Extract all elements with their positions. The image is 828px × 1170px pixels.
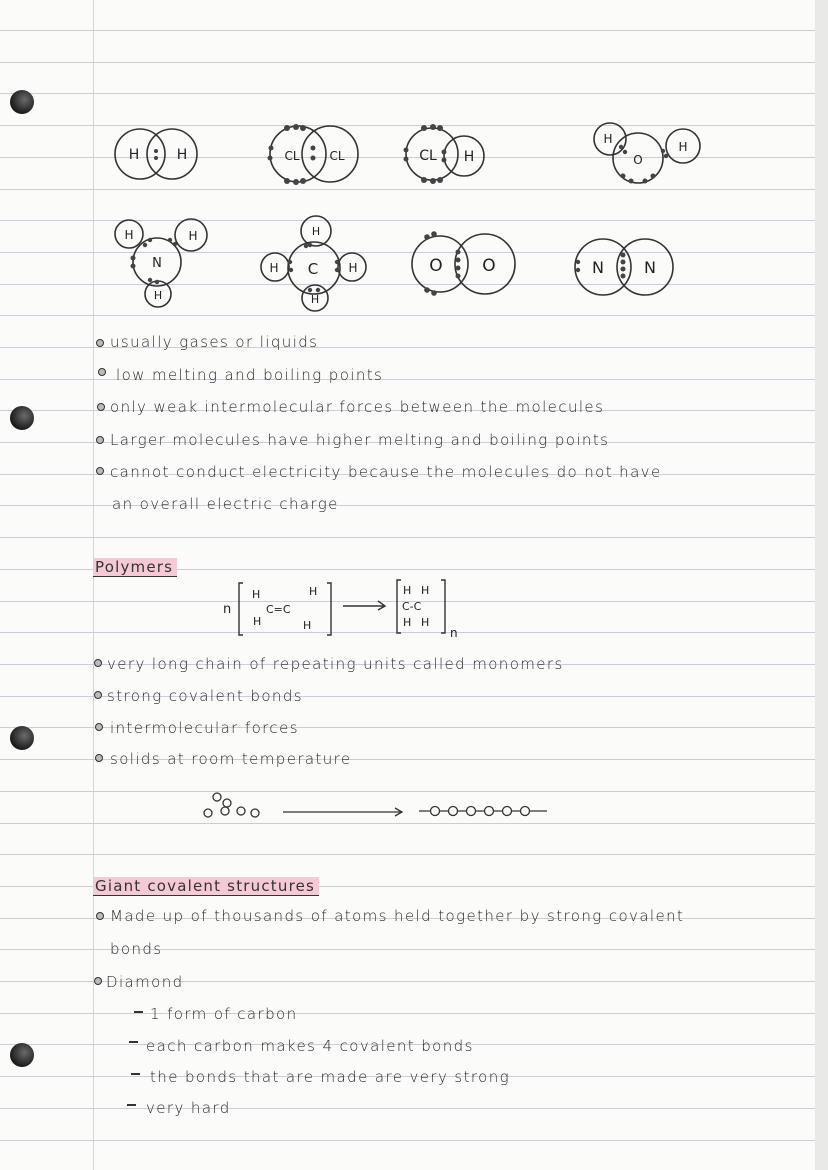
- atom-label: H: [421, 616, 430, 629]
- atom-label: H: [311, 225, 321, 238]
- note-text: very long chain of repeating units called monomers: [107, 655, 564, 673]
- atom-label: H: [128, 147, 140, 163]
- atom-label: CL: [329, 149, 345, 163]
- coefficient-label: n: [223, 602, 232, 617]
- punch-hole: [10, 1043, 34, 1067]
- atom-label: O: [429, 256, 443, 276]
- ruled-line: [0, 1108, 815, 1109]
- dash-marker: [134, 1011, 143, 1013]
- atom-label: H: [269, 261, 279, 275]
- note-text: solids at room temperature: [110, 750, 352, 768]
- atom-label: H: [153, 289, 163, 302]
- note-text: Made up of thousands of atoms held together by strong covalent: [110, 907, 685, 925]
- atom-label: H: [310, 293, 320, 306]
- polymerisation-equation: [215, 575, 515, 645]
- dash-marker: [127, 1104, 136, 1106]
- bullet-point: [95, 754, 103, 762]
- ruled-line: [0, 537, 815, 538]
- bullet-point: [96, 467, 104, 475]
- bullet-point: [94, 659, 102, 667]
- diamond-point: 1 form of carbon: [150, 1005, 298, 1023]
- double-bond-label: C=C: [266, 603, 291, 616]
- monomers-to-polymer-diagram: [195, 785, 575, 835]
- atom-label: H: [678, 140, 688, 154]
- note-text: intermolecular forces: [110, 719, 299, 737]
- punch-hole: [10, 726, 34, 750]
- atom-label: H: [463, 149, 475, 165]
- note-text: low melting and boiling points: [116, 366, 384, 384]
- polymers-heading: Polymers: [93, 558, 177, 577]
- atom-label: C: [307, 260, 319, 278]
- dash-marker: [129, 1041, 138, 1043]
- note-continuation: an overall electric charge: [112, 495, 339, 513]
- atom-label: N: [644, 258, 656, 277]
- diamond-point: each carbon makes 4 covalent bonds: [146, 1037, 474, 1055]
- chlorine-molecule-diagram: [270, 126, 358, 182]
- note-text: only weak intermolecular forces between the molecules: [110, 398, 605, 416]
- page-edge: [815, 0, 828, 1170]
- giant-covalent-heading: Giant covalent structures: [93, 877, 319, 896]
- note-text: Diamond: [106, 973, 184, 991]
- atom-label: H: [124, 228, 134, 242]
- oxygen-molecule-diagram: [412, 234, 515, 294]
- ruled-line: [0, 1013, 815, 1014]
- atom-label: O: [633, 153, 643, 167]
- subscript-label: n: [450, 626, 458, 640]
- atom-label: H: [421, 584, 430, 597]
- dash-marker: [131, 1073, 140, 1075]
- ruled-line: [0, 854, 815, 855]
- atom-label: H: [348, 261, 358, 275]
- diamond-point: very hard: [146, 1099, 231, 1117]
- bullet-point: [98, 368, 106, 376]
- atom-label: H: [303, 619, 312, 632]
- atom-label: H: [253, 615, 262, 628]
- atom-label: CL: [419, 148, 437, 164]
- note-text: strong covalent bonds: [107, 687, 303, 705]
- note-continuation: bonds: [110, 940, 163, 958]
- punch-hole: [10, 406, 34, 430]
- atom-label: H: [176, 147, 188, 163]
- note-text: cannot conduct electricity because the molecules do not have: [110, 463, 662, 481]
- atom-label: H: [603, 132, 613, 146]
- bullet-point: [96, 912, 104, 920]
- diamond-point: the bonds that are made are very strong: [150, 1068, 511, 1086]
- bullet-point: [94, 977, 102, 985]
- molecule-diagrams: [0, 0, 815, 330]
- bullet-point: [95, 723, 103, 731]
- atom-label: N: [592, 258, 604, 277]
- atom-label: CL: [284, 149, 300, 163]
- atom-label: H: [403, 616, 412, 629]
- atom-label: O: [482, 256, 496, 276]
- atom-label: H: [309, 585, 318, 598]
- atom-label: N: [152, 256, 162, 271]
- bullet-point: [96, 436, 104, 444]
- chain-label: C-C: [402, 600, 422, 613]
- note-text: Larger molecules have higher melting and boiling points: [110, 431, 610, 449]
- note-text: usually gases or liquids: [110, 333, 319, 351]
- ruled-line: [0, 1140, 815, 1141]
- bullet-point: [94, 691, 102, 699]
- bullet-point: [97, 403, 105, 411]
- bullet-point: [96, 339, 104, 347]
- atom-label: H: [403, 584, 412, 597]
- atom-label: H: [188, 229, 198, 243]
- atom-label: H: [252, 588, 261, 601]
